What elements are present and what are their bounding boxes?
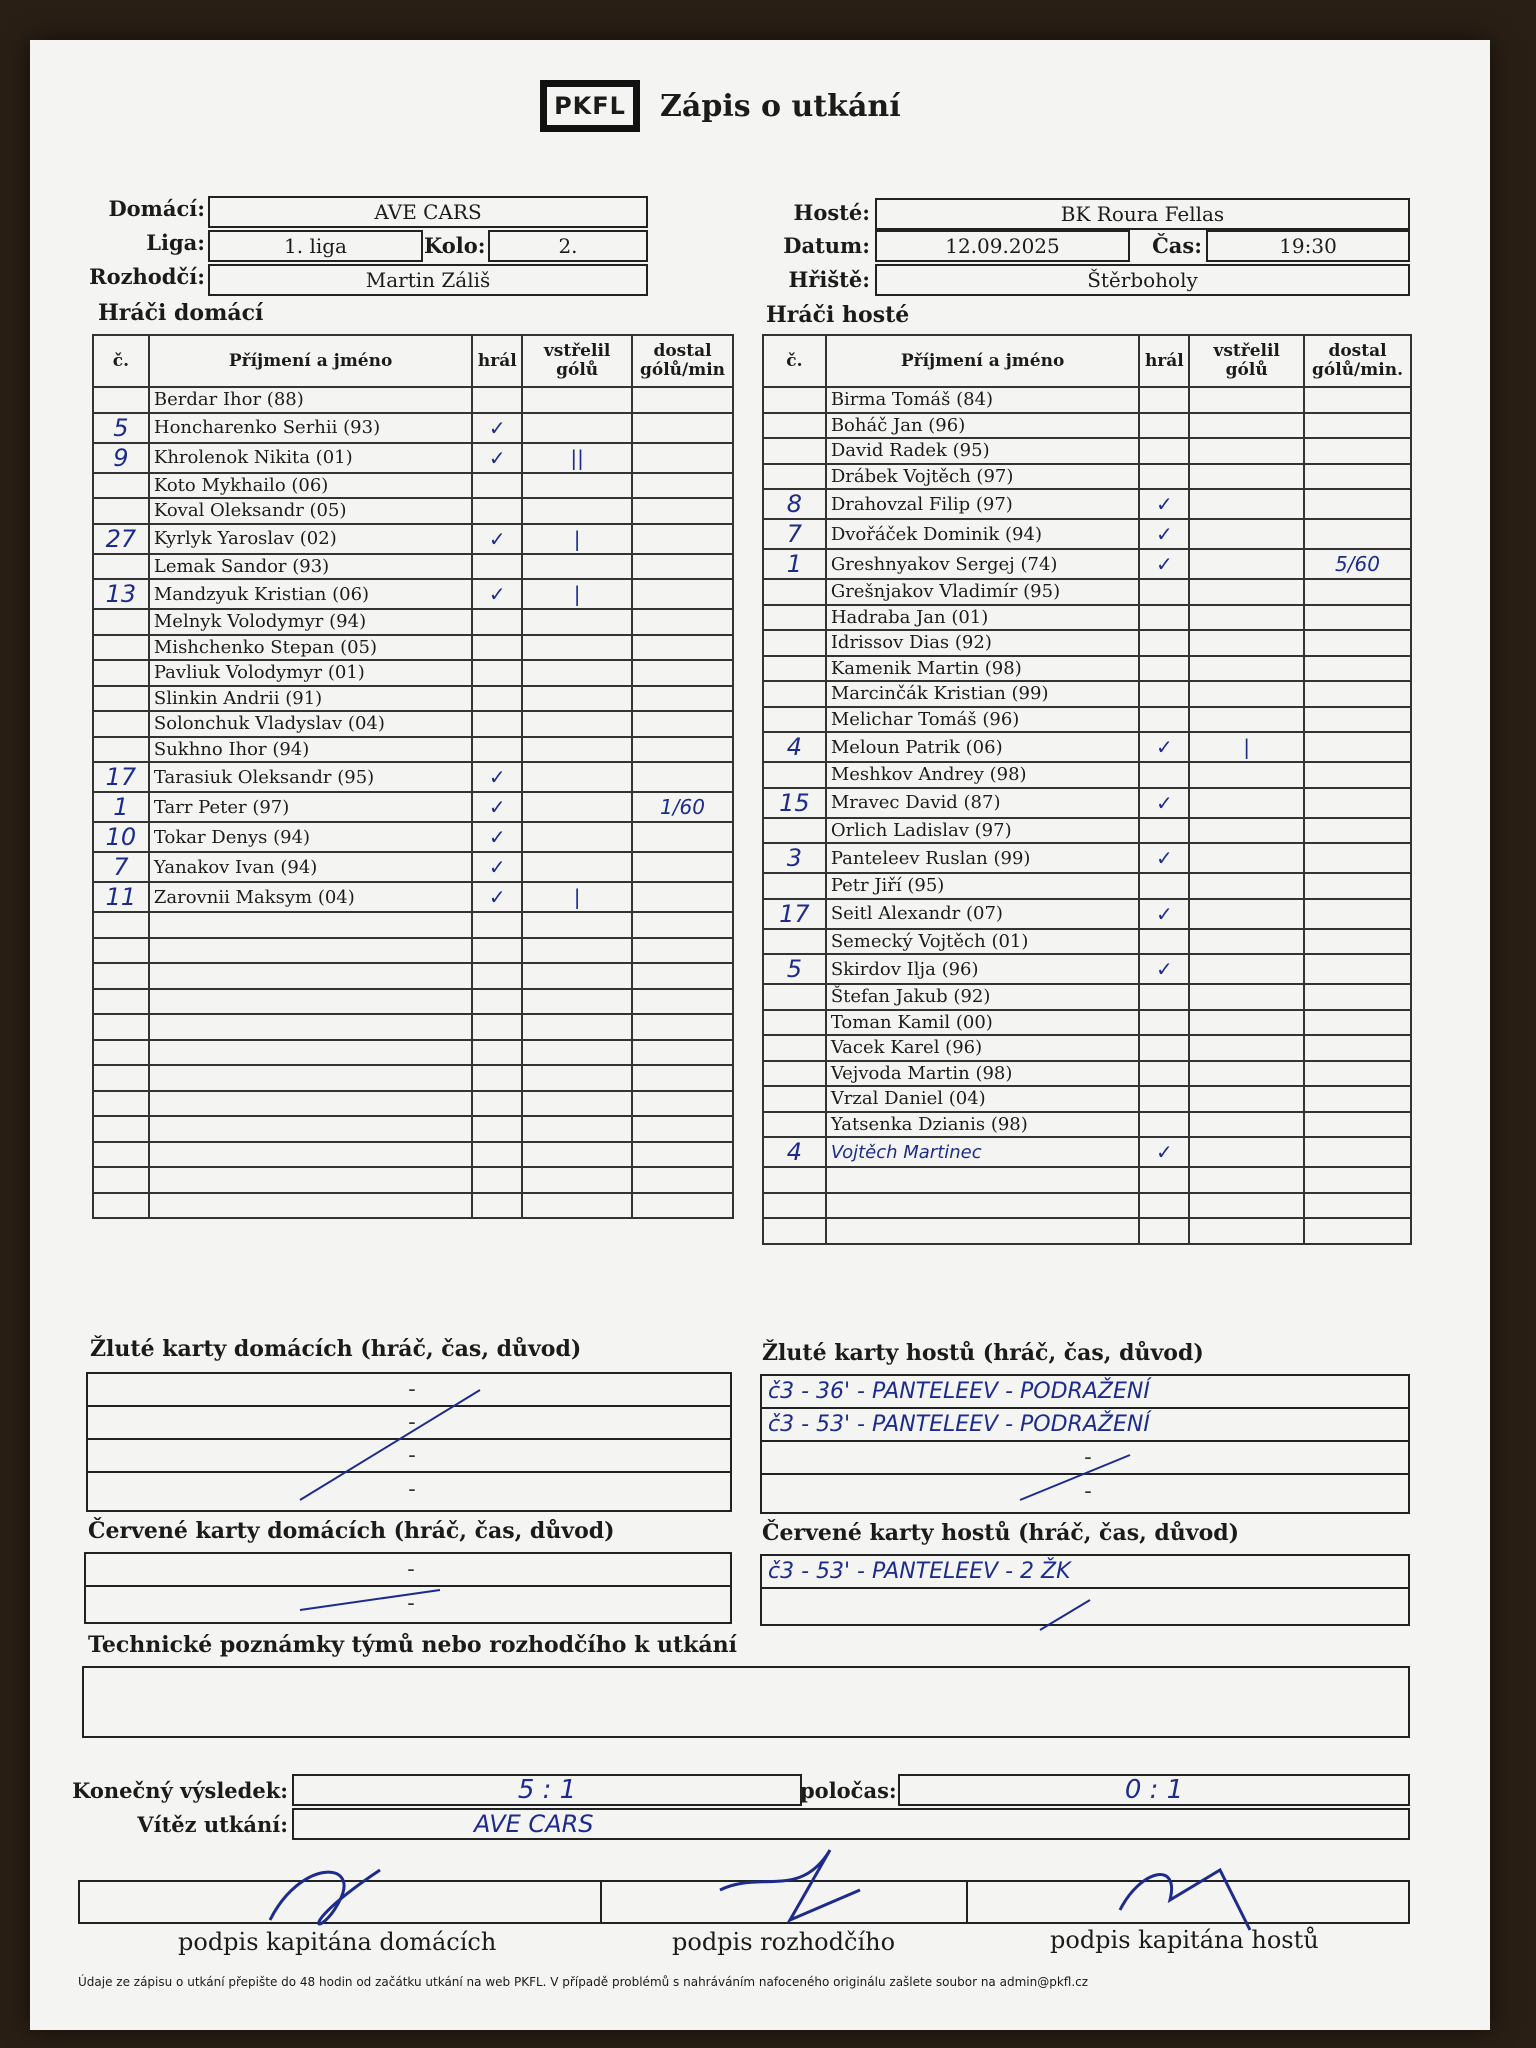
away-yellow-title: Žluté karty hostů (hráč, čas, důvod): [762, 1340, 1204, 1366]
final-score-field: 5 : 1: [292, 1774, 802, 1806]
pitch-label: Hřiště:: [788, 267, 870, 292]
player-name: Lemak Sandor (93): [149, 554, 472, 580]
player-number: 7: [93, 852, 149, 882]
league-field: 1. liga: [208, 230, 423, 262]
player-number: 9: [93, 443, 149, 473]
goals-mark: ||: [522, 443, 632, 473]
played-mark: ✓: [472, 579, 522, 609]
player-name: Drahovzal Filip (97): [826, 489, 1140, 519]
player-number: 8: [763, 489, 826, 519]
player-number: 4: [763, 1137, 826, 1167]
pitch-field: Štěrboholy: [875, 264, 1410, 296]
away-red-title: Červené karty hostů (hráč, čas, důvod): [762, 1520, 1240, 1546]
played-mark: ✓: [472, 524, 522, 554]
home-label: Domácí:: [108, 196, 205, 221]
player-name: Meshkov Andrey (98): [826, 762, 1140, 788]
player-name: Kyrlyk Yaroslav (02): [149, 524, 472, 554]
card-row: č3 - 53' - PANTELEEV - PODRAŽENÍ: [762, 1409, 1408, 1442]
player-name: Zarovnii Maksym (04): [149, 882, 472, 912]
col-scored: vstřelil gólů: [1189, 335, 1304, 387]
player-name: Vrzal Daniel (04): [826, 1086, 1140, 1112]
player-name: Sukhno Ihor (94): [149, 737, 472, 763]
player-number: 1: [763, 549, 826, 579]
player-name: Panteleev Ruslan (99): [826, 843, 1140, 873]
player-name: Marcinčák Kristian (99): [826, 681, 1140, 707]
player-name: Tarasiuk Oleksandr (95): [149, 762, 472, 792]
player-name: Toman Kamil (00): [826, 1010, 1140, 1036]
player-name: Grešnjakov Vladimír (95): [826, 579, 1140, 605]
played-mark: ✓: [1139, 1137, 1189, 1167]
notes-title: Technické poznámky týmů nebo rozhodčího k utkání: [88, 1632, 738, 1658]
time-field: 19:30: [1206, 230, 1410, 262]
page-title: Zápis o utkání: [660, 88, 901, 124]
away-team-field: BK Roura Fellas: [875, 198, 1410, 230]
winner-field: AVE CARS: [292, 1808, 1410, 1840]
home-red-title: Červené karty domácích (hráč, čas, důvod): [88, 1518, 615, 1544]
player-name: Mandzyuk Kristian (06): [149, 579, 472, 609]
col-scored: vstřelil gólů: [522, 335, 632, 387]
played-mark: ✓: [1139, 489, 1189, 519]
away-captain-signature-label: podpis kapitána hostů: [1050, 1926, 1319, 1954]
player-name: Slinkin Andrii (91): [149, 686, 472, 712]
footer-note: Údaje ze zápisu o utkání přepište do 48 hodin od začátku utkání na web PKFL. V případě problémů s nahráváním nafoceného originálu zašlete soubor na admin@pkfl.cz: [78, 1975, 1089, 1989]
player-number: 17: [93, 762, 149, 792]
player-name: Yanakov Ivan (94): [149, 852, 472, 882]
goals-mark: |: [522, 579, 632, 609]
player-name: Petr Jiří (95): [826, 873, 1140, 899]
player-number: 11: [93, 882, 149, 912]
col-played: hrál: [472, 335, 522, 387]
player-name: Berdar Ihor (88): [149, 387, 472, 413]
player-name: Birma Tomáš (84): [826, 387, 1140, 413]
player-name: Vejvoda Martin (98): [826, 1061, 1140, 1087]
player-number: 5: [93, 413, 149, 443]
player-name: Honcharenko Serhii (93): [149, 413, 472, 443]
referee-signature-label: podpis rozhodčího: [672, 1928, 896, 1956]
player-name: Hadraba Jan (01): [826, 605, 1140, 631]
final-score-label: Konečný výsledek:: [72, 1778, 288, 1803]
player-name: Seitl Alexandr (07): [826, 899, 1140, 929]
player-name: Boháč Jan (96): [826, 413, 1140, 439]
player-name: Drábek Vojtěch (97): [826, 464, 1140, 490]
col-number: č.: [93, 335, 149, 387]
col-name: Příjmení a jméno: [826, 335, 1140, 387]
card-row: -: [1084, 1479, 1092, 1504]
winner-label: Vítěz utkání:: [137, 1812, 288, 1837]
played-mark: ✓: [472, 852, 522, 882]
col-conceded: dostal gólů/min: [632, 335, 733, 387]
league-label: Liga:: [146, 230, 205, 255]
player-name: Koval Oleksandr (05): [149, 498, 472, 524]
player-name: Mravec David (87): [826, 788, 1140, 818]
played-mark: ✓: [472, 413, 522, 443]
round-field: 2.: [488, 230, 648, 262]
referee-field: Martin Záliš: [208, 264, 648, 296]
date-field: 12.09.2025: [875, 230, 1130, 262]
player-name: Mishchenko Stepan (05): [149, 635, 472, 661]
player-name: Koto Mykhailo (06): [149, 473, 472, 499]
player-name: Khrolenok Nikita (01): [149, 443, 472, 473]
played-mark: ✓: [472, 882, 522, 912]
card-row: č3 - 53' - PANTELEEV - 2 ŽK: [762, 1556, 1408, 1589]
player-name: Tokar Denys (94): [149, 822, 472, 852]
played-mark: ✓: [472, 792, 522, 822]
player-number: 3: [763, 843, 826, 873]
player-name: Kamenik Martin (98): [826, 656, 1140, 682]
played-mark: ✓: [472, 822, 522, 852]
col-conceded: dostal gólů/min.: [1304, 335, 1411, 387]
played-mark: ✓: [472, 762, 522, 792]
played-mark: ✓: [472, 443, 522, 473]
away-label: Hosté:: [793, 200, 870, 225]
card-row: -: [88, 1407, 730, 1440]
played-mark: ✓: [1139, 843, 1189, 873]
played-mark: ✓: [1139, 519, 1189, 549]
home-yellow-title: Žluté karty domácích (hráč, čas, důvod): [90, 1336, 582, 1362]
goals-mark: |: [522, 882, 632, 912]
referee-label: Rozhodčí:: [89, 264, 205, 289]
col-number: č.: [763, 335, 826, 387]
card-row: -: [408, 1477, 416, 1502]
played-mark: ✓: [1139, 549, 1189, 579]
home-players-title: Hráči domácí: [98, 300, 264, 326]
card-row: -: [407, 1591, 415, 1616]
card-row: -: [762, 1442, 1408, 1475]
conceded-value: 5/60: [1304, 549, 1411, 579]
goals-mark: |: [1189, 732, 1304, 762]
player-number: 13: [93, 579, 149, 609]
card-row: -: [88, 1440, 730, 1473]
player-number: 5: [763, 954, 826, 984]
player-name: Orlich Ladislav (97): [826, 818, 1140, 844]
col-name: Příjmení a jméno: [149, 335, 472, 387]
player-name: Semecký Vojtěch (01): [826, 929, 1140, 955]
player-number: 10: [93, 822, 149, 852]
player-name: Tarr Peter (97): [149, 792, 472, 822]
player-number: 15: [763, 788, 826, 818]
played-mark: ✓: [1139, 899, 1189, 929]
player-number: 1: [93, 792, 149, 822]
halftime-field: 0 : 1: [898, 1774, 1410, 1806]
player-name: Idrissov Dias (92): [826, 630, 1140, 656]
round-label: Kolo:: [424, 233, 486, 258]
card-row: č3 - 36' - PANTELEEV - PODRAŽENÍ: [762, 1376, 1408, 1409]
player-number: 17: [763, 899, 826, 929]
player-number: 27: [93, 524, 149, 554]
player-number: 7: [763, 519, 826, 549]
away-players-title: Hráči hosté: [766, 302, 910, 328]
player-name: Solonchuk Vladyslav (04): [149, 711, 472, 737]
player-name: Melichar Tomáš (96): [826, 707, 1140, 733]
player-name: Vojtěch Martinec: [826, 1137, 1140, 1167]
player-name: Dvořáček Dominik (94): [826, 519, 1140, 549]
player-name: Vacek Karel (96): [826, 1035, 1140, 1061]
played-mark: ✓: [1139, 732, 1189, 762]
player-name: Pavliuk Volodymyr (01): [149, 660, 472, 686]
player-number: 4: [763, 732, 826, 762]
player-name: Greshnyakov Sergej (74): [826, 549, 1140, 579]
card-row: -: [86, 1554, 730, 1587]
player-name: Meloun Patrik (06): [826, 732, 1140, 762]
home-captain-signature-label: podpis kapitána domácích: [178, 1928, 497, 1956]
player-name: Skirdov Ilja (96): [826, 954, 1140, 984]
player-name: Štefan Jakub (92): [826, 984, 1140, 1010]
player-name: Melnyk Volodymyr (94): [149, 609, 472, 635]
played-mark: ✓: [1139, 954, 1189, 984]
player-name: David Radek (95): [826, 438, 1140, 464]
goals-mark: |: [522, 524, 632, 554]
halftime-label: poločas:: [800, 1778, 897, 1803]
col-played: hrál: [1139, 335, 1189, 387]
home-team-field: AVE CARS: [208, 196, 648, 228]
played-mark: ✓: [1139, 788, 1189, 818]
card-row: -: [88, 1374, 730, 1407]
conceded-value: 1/60: [632, 792, 733, 822]
player-name: Yatsenka Dzianis (98): [826, 1112, 1140, 1138]
date-label: Datum:: [783, 233, 870, 258]
pkfl-logo: PKFL: [540, 80, 640, 132]
time-label: Čas:: [1152, 233, 1202, 258]
